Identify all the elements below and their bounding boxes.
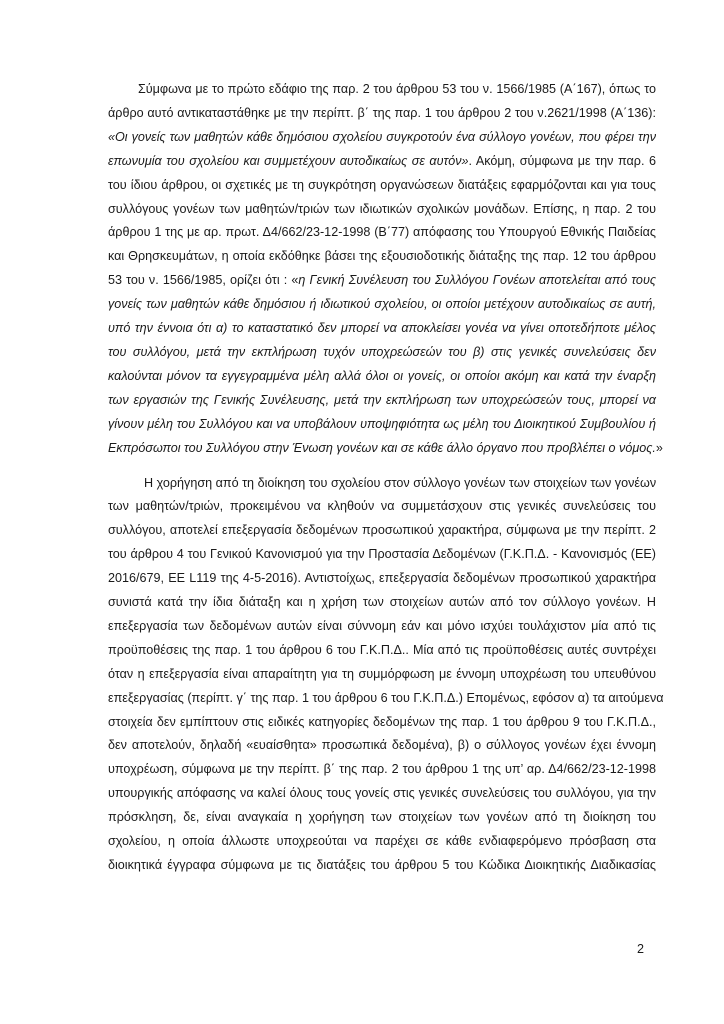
text-line <box>108 615 656 639</box>
text-run: όταν η επεξεργασία είναι απαραίτητη για τη συμμόρφωση με έννομη υποχρέωση του υπευθύνου <box>108 666 656 681</box>
text-line <box>108 639 656 663</box>
paragraph-1 <box>108 78 663 461</box>
text-line <box>108 663 656 687</box>
text-line <box>108 495 656 519</box>
text-run: συλλόγους γονέων των μαθητών/τριών των ιδιωτικών σχολικών μονάδων. Επίσης, η παρ. 2 του <box>108 201 656 216</box>
italic-text-run: «Οι γονείς των μαθητών κάθε δημόσιου σχολείου συγκροτούν ένα σύλλογο γονέων, που φέρει την <box>108 129 656 144</box>
text-line <box>108 78 656 102</box>
text-line <box>108 830 656 854</box>
text-line <box>108 174 656 198</box>
text-run: 53 του ν. 1566/1985, ορίζει ότι : « <box>108 273 299 288</box>
text-run: άρθρου 1 της με αρ. πρωτ. Δ4/662/23-12-1998 (Β΄77) απόφασης του Υπουργού Εθνικής Παιδείας <box>108 225 656 240</box>
text-line <box>108 437 663 461</box>
text-run: δεν αποτελούν, δηλαδή «ευαίσθητα» προσωπικά δεδομένα), β) ο σύλλογος γονέων έχει έννομη <box>108 738 656 753</box>
italic-text-run: η Γενική Συνέλευση του Συλλόγου Γονέων αποτελείται από τους <box>298 273 656 288</box>
page-number: 2 <box>636 942 644 956</box>
text-run: Η χορήγηση από τη διοίκηση του σχολείου στον σύλλογο γονέων των στοιχείων των γονέων <box>144 475 657 490</box>
italic-text-run: των εργασιών της Γενικής Συνέλευσης, μετά την εκπλήρωση των υποχρεώσεών τους, μπορεί να <box>108 392 656 407</box>
body-text <box>108 78 664 878</box>
italic-text-run: γονείς των μαθητών κάθε δημόσιου ή ιδιωτικού σχολείου, οι οποίοι μετέχουν αυτοδικαίως σε αυτή, <box>108 297 656 312</box>
text-run: επεξεργασία των δεδομένων αυτών είναι σύννομη εάν και μόνο ισχύει τουλάχιστον μία από τις <box>108 618 656 633</box>
text-line <box>108 389 656 413</box>
text-line <box>108 591 656 615</box>
text-line <box>108 102 656 126</box>
italic-text-run: καλούνται μόνον τα εγγεγραμμένα μέλη αλλά όλοι οι γονείς, οι οποίοι ακόμη και κατά την έναρξη <box>108 368 656 383</box>
text-line <box>108 317 656 341</box>
text-run: υπουργικής απόφασης να καλεί όλους τους γονείς στις γενικές συνελεύσεις του συλλόγου, για την <box>108 786 656 801</box>
text-line <box>108 854 656 878</box>
text-line <box>108 758 656 782</box>
text-line <box>108 806 656 830</box>
paragraph-2 <box>108 472 664 878</box>
text-run: του ίδιου άρθρου, οι σχετικές με τη συγκρότηση οργανώσεων διατάξεις εφαρμόζονται και για τους <box>108 177 656 192</box>
text-run: άρθρο αυτό αντικαταστάθηκε με την περίπτ. β΄ της παρ. 1 του άρθρου 2 του ν.2621/1998 (Α΄136): <box>108 105 656 120</box>
text-run: Σύμφωνα με το πρώτο εδάφιο της παρ. 2 του άρθρου 53 του ν. 1566/1985 (Α΄167), όπως το <box>138 82 656 96</box>
text-run: των μαθητών/τριών, προκειμένου να κληθούν να συμμετάσχουν στις γενικές συνελεύσεις του <box>108 499 656 514</box>
text-run: » <box>655 440 663 455</box>
text-run: συνιστά κατά την ίδια διάταξη και η χρήση των στοιχείων αυτών από τον σύλλογο γονέων. Η <box>108 595 656 610</box>
italic-text-run: υπό την έννοια ότι α) το καταστατικό δεν μπορεί να αποκλείσει γονέα να γίνει οποτεδήποτε μέλος <box>108 321 656 336</box>
text-line <box>108 782 656 806</box>
text-run: του άρθρου 4 του Γενικού Κανονισμού για την Προστασία Δεδομένων (Γ.Κ.Π.Δ. - Κανονισμός (ΕΕ) <box>108 547 656 562</box>
italic-text-run: επωνυμία του σχολείου και συμμετέχουν αυτοδικαίως σε αυτόν» <box>108 153 469 168</box>
text-line <box>108 472 656 496</box>
text-line <box>108 365 656 389</box>
text-line <box>108 413 656 437</box>
text-run: υποχρέωση, σύμφωνα με την περίπτ. β΄ της παρ. 2 του άρθρου 1 της υπ’ αρ. Δ4/662/23-12-1998 <box>108 762 656 777</box>
text-run: 2016/679, ΕΕ L119 της 4-5-2016). Αντιστοίχως, επεξεργασία δεδομένων προσωπικού χαρακτήρα <box>108 571 656 586</box>
text-run: . Ακόμη, σύμφωνα με την παρ. 6 <box>468 153 656 168</box>
text-line <box>108 245 656 269</box>
text-line <box>108 734 656 758</box>
text-line <box>108 519 656 543</box>
text-line <box>108 198 656 222</box>
text-line <box>108 221 656 245</box>
text-run: προϋποθέσεις της παρ. 1 του άρθρου 6 του Γ.Κ.Π.Δ.. Μία από τις προϋποθέσεις αυτές συντρέχει <box>108 642 656 657</box>
text-line <box>108 711 656 735</box>
text-run: στοιχεία δεν εμπίπτουν στις ειδικές κατηγορίες δεδομένων της παρ. 1 του άρθρου 9 του Γ.Κ.Π.Δ., <box>108 714 656 729</box>
text-line <box>108 543 656 567</box>
text-line <box>108 687 664 711</box>
italic-text-run: γίνουν μέλη του Συλλόγου και να υποβάλουν υποψηφιότητα ως μέλη του Διοικητικού Συμβουλίου ή <box>108 416 656 431</box>
text-line <box>108 150 656 174</box>
text-run: πρόσκληση, δε, είναι αναγκαία η χορήγηση των στοιχείων των γονέων από τη διοίκηση του <box>108 810 656 825</box>
text-line <box>108 567 656 591</box>
text-run: συλλόγου, αποτελεί επεξεργασία δεδομένων προσωπικού χαρακτήρα, σύμφωνα με την περίπτ. 2 <box>108 523 656 538</box>
italic-text-run: του συλλόγου, μετά την εκπλήρωση τυχόν υποχρεώσεών του β) στις γενικές συνελεύσεις δεν <box>108 344 656 359</box>
italic-text-run: Εκπρόσωποι του Συλλόγου στην Ένωση γονέων και σε κάθε άλλο όργανο που προβλέπει ο νόμος. <box>108 440 656 455</box>
text-line <box>108 126 656 150</box>
text-run: και Θρησκευμάτων, η οποία εκδόθηκε βάσει της εξουσιοδοτικής διάταξης της παρ. 12 του άρθρου <box>108 249 656 264</box>
text-run: διοικητικά έγγραφα σύμφωνα με τις διατάξεις του άρθρου 5 του Κώδικα Διοικητικής Διαδικασίας <box>108 858 656 872</box>
text-line <box>108 293 656 317</box>
text-run: επεξεργασίας (περίπτ. γ΄ της παρ. 1 του άρθρου 6 του Γ.Κ.Π.Δ.) Επομένως, εφόσον α) τα αιτούμενα <box>108 690 664 705</box>
text-run: σχολείου, η οποία άλλωστε υποχρεούται να παρέχει σε κάθε ενδιαφερόμενο πρόσβαση στα <box>108 834 656 849</box>
text-line <box>108 341 656 365</box>
text-line <box>108 269 656 293</box>
